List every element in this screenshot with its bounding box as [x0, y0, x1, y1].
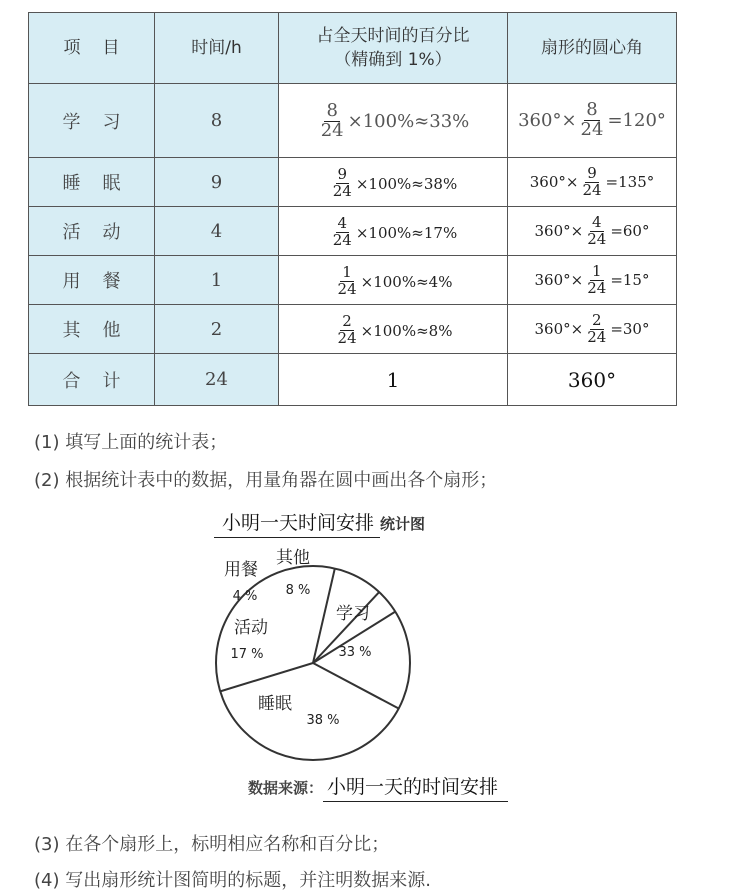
question-4: (4) 写出扇形统计图简明的标题，并注明数据来源. [34, 870, 431, 891]
row-angle: 360°× $\frac{1}{24}$ =15° [508, 256, 677, 305]
question-1: (1) 填写上面的统计表； [34, 432, 228, 453]
row-item: 活动 [29, 207, 155, 256]
question-2: (2) 根据统计表中的数据，用量角器在圆中画出各个扇形； [34, 470, 498, 491]
slice-percent-0: 33 % [338, 645, 372, 660]
slice-label-1: 睡眠 [258, 694, 292, 714]
slice-percent-1: 38 % [306, 713, 340, 728]
slice-label-4: 其他 [276, 548, 310, 568]
total-percent: 1 [279, 354, 508, 406]
slice-label-0: 学习 [336, 604, 370, 624]
question-3: (3) 在各个扇形上，标明相应名称和百分比； [34, 834, 390, 855]
pie-radius [313, 568, 335, 663]
slice-percent-3: 4 % [232, 589, 258, 604]
header-item: 项目 [29, 13, 155, 84]
row-percent: $\frac{2}{24}$ ×100%≈8% [279, 305, 508, 354]
slice-label-2: 活动 [234, 618, 268, 638]
row-item: 其他 [29, 305, 155, 354]
row-percent: $\frac{1}{24}$ ×100%≈4% [279, 256, 508, 305]
source-label: 数据来源： [248, 779, 324, 797]
row-percent: $\frac{8}{24}$ ×100%≈33% [279, 84, 508, 158]
total-hours: 24 [155, 354, 279, 406]
row-angle: 360°× $\frac{4}{24}$ =60° [508, 207, 677, 256]
total-angle: 360° [508, 354, 677, 406]
row-hours: 9 [155, 158, 279, 207]
row-hours: 8 [155, 84, 279, 158]
slice-label-3: 用餐 [224, 560, 258, 580]
row-hours: 2 [155, 305, 279, 354]
row-angle: 360°× $\frac{8}{24}$ =120° [508, 84, 677, 158]
chart-title-suffix: 统计图 [380, 515, 426, 533]
header-percent: 占全天时间的百分比 （精确到 1%） [279, 13, 508, 84]
row-item: 学习 [29, 84, 155, 158]
row-hours: 4 [155, 207, 279, 256]
row-item: 用餐 [29, 256, 155, 305]
row-percent: $\frac{4}{24}$ ×100%≈17% [279, 207, 508, 256]
data-source [248, 772, 508, 802]
row-angle: 360°× $\frac{9}{24}$ =135° [508, 158, 677, 207]
row-hours: 1 [155, 256, 279, 305]
header-hours: 时间/h [155, 13, 279, 84]
pie-radius [220, 663, 313, 691]
pie-radius [313, 663, 399, 709]
row-angle: 360°× $\frac{2}{24}$ =30° [508, 305, 677, 354]
slice-percent-2: 17 % [230, 647, 264, 662]
header-angle: 扇形的圆心角 [508, 13, 677, 84]
slice-percent-4: 8 % [285, 583, 311, 598]
chart-title-text: 小明一天时间安排 [214, 508, 380, 538]
source-text: 小明一天的时间安排 [323, 772, 508, 802]
row-percent: $\frac{9}{24}$ ×100%≈38% [279, 158, 508, 207]
row-item: 睡眠 [29, 158, 155, 207]
total-item: 合计 [29, 354, 155, 406]
